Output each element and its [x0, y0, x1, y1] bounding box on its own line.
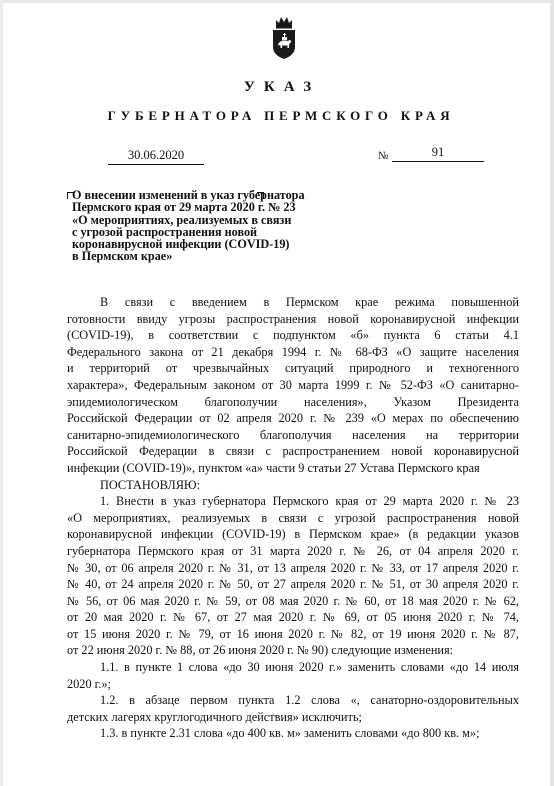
- body-line: № 30, от 06 апреля 2020 г. № 31, от 13 апреля 2020 г. № 33, от 17 апреля 2020 г.: [67, 560, 519, 575]
- body-line: коронавирусной инфекции (COVID-19) в Пермском крае» (в редакции указов: [67, 527, 519, 542]
- subject-line: с угрозой распространения новой: [72, 224, 258, 239]
- body-line: «О мероприятиях, реализуемых в связи с угрозой распространения новой: [67, 510, 519, 525]
- body-line: от 22 июня 2020 г. № 88, от 26 июня 2020 г. № 90) следующие изменения:: [67, 643, 454, 658]
- body-line: 2020 г.»;: [67, 676, 111, 691]
- body-line: детских лагерях круглогодичного действия» исключить;: [67, 709, 362, 724]
- body-line: 1.2. в абзаце первом пункта 1.2 слова «, санаторно-оздоровительных: [100, 693, 519, 708]
- perm-coat-of-arms-icon: [268, 14, 300, 60]
- decree-subject: [72, 189, 332, 263]
- subject-line: Пермского края от 29 марта 2020 г. № 23: [72, 200, 296, 215]
- decree-date: 30.06.2020: [108, 148, 204, 165]
- body-line: и территорий от чрезвычайных ситуаций природного и техногенного: [67, 361, 519, 376]
- body-line: № 40, от 24 апреля 2020 г. № 50, от 27 апреля 2020 г. № 51, от 30 апреля 2020 г.: [67, 577, 519, 592]
- body-line: № 56, от 06 мая 2020 г. № 59, от 08 мая 2020 г. № 60, от 18 мая 2020 г. № 62,: [67, 593, 519, 608]
- body-line: Российской Федерации от 02 апреля 2020 г. № 239 «О мерах по обеспечению: [67, 411, 519, 426]
- page-title: УКАЗ: [243, 79, 321, 95]
- body-line: от 20 мая 2020 г. № 67, от 27 мая 2020 г. № 69, от 05 июня 2020 г. № 74,: [67, 610, 519, 625]
- body-line: 1. Внести в указ губернатора Пермского края от 29 марта 2020 г. № 23: [100, 494, 519, 509]
- body-line: эпидемиологическом благополучии населения», Указом Президента: [67, 394, 519, 409]
- body-line: Федерального закона от 21 декабря 1994 г. № 68-ФЗ «О защите населения: [67, 344, 519, 359]
- body-line: характера», Федеральным законом от 30 марта 1999 г. № 52-ФЗ «О санитарно-: [67, 377, 519, 392]
- body-line: готовности ввиду угрозы распространения новой коронавирусной инфекции: [67, 311, 519, 326]
- body-line: губернатора Пермского края от 31 марта 2020 г. № 26, от 04 апреля 2020 г.: [67, 543, 519, 558]
- subject-line: в Пермском крае»: [72, 249, 173, 264]
- scan-edge-top: [0, 0, 554, 3]
- resolution-heading: ПОСТАНОВЛЯЮ:: [100, 477, 200, 492]
- decree-number: 91: [392, 145, 484, 162]
- body-line: (COVID-19), в соответствии с подпунктом «б» пункта 6 статьи 4.1: [67, 328, 519, 343]
- subject-line: «О мероприятиях, реализуемых в связи: [72, 212, 292, 227]
- body-line: санитарно-эпидемиологического благополучия населения на территории: [67, 427, 519, 442]
- body-line: В связи с введением в Пермском крае режима повышенной: [100, 295, 519, 309]
- decree-body: [67, 294, 519, 742]
- body-line: 1.3. в пункте 2.31 слова «до 400 кв. м» заменить словами «до 800 кв. м»;: [100, 726, 480, 741]
- body-line: Российской Федерации в связи с распространением новой коронавирусной: [67, 444, 519, 459]
- body-line: 1.1. в пункте 1 слова «до 30 июня 2020 г.» заменить словами «до 14 июля: [100, 660, 519, 675]
- number-sign: №: [378, 150, 389, 162]
- subject-line: О внесении изменений в указ губернатора: [72, 188, 305, 202]
- body-line: инфекции (COVID-19)», пунктом «а» части 9 статьи 27 Устава Пермского края: [67, 460, 480, 475]
- page-subtitle: ГУБЕРНАТОРА ПЕРМСКОГО КРАЯ: [107, 108, 455, 123]
- subject-line: коронавирусной инфекции (COVID-19): [72, 237, 290, 252]
- body-line: от 15 июня 2020 г. № 79, от 16 июня 2020 г. № 82, от 19 июня 2020 г. № 87,: [67, 626, 519, 641]
